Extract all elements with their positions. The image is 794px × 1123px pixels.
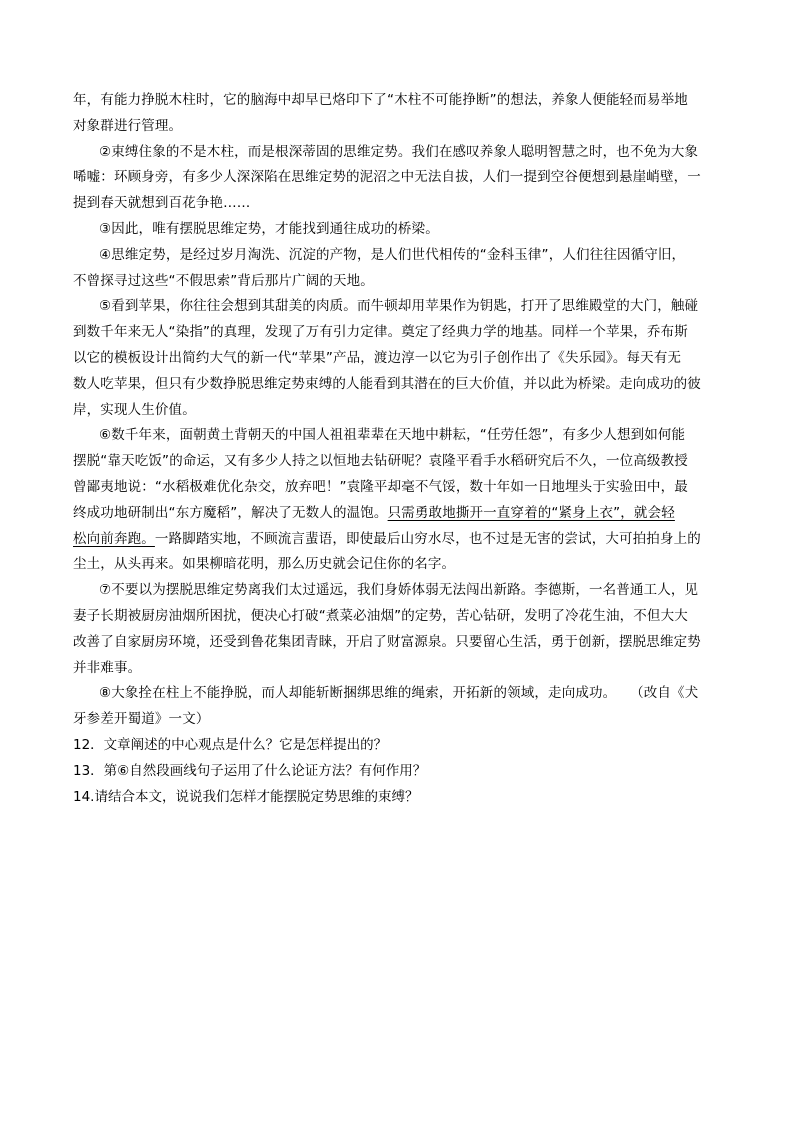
text-line: 提到春天就想到百花争艳…… <box>73 195 251 212</box>
text-line: 以它的模板设计出简约大气的新一代“苹果”产品，渡边淳一以它为引子创作出了《失乐园》。每天有无 <box>73 349 682 366</box>
text-line: ⑧大象拴在柱上不能挣脱，而人却能斩断捆绑思维的绳索，开拓新的领域，走向成功。 （改自《犬 <box>99 685 699 702</box>
text-line: 不曾探寻过这些“不假思索”背后那片广阔的天地。 <box>73 272 374 289</box>
document-page <box>73 88 727 810</box>
underlined-sentence: 松向前奔跑。 <box>73 530 155 547</box>
text-line: 岸，实现人生价值。 <box>73 401 196 418</box>
paragraph-3 <box>73 217 727 243</box>
text-segment: 终成功地研制出“东方魔稻”，解决了无数人的温饱。 <box>73 504 388 521</box>
paragraph-8 <box>73 681 727 733</box>
question-list <box>73 733 727 810</box>
text-line: 改善了自家厨房环境，还受到鲁花集团青睐，开启了财富源泉。只要留心生活，勇于创新，摆脱思维定势 <box>73 633 701 650</box>
text-line: 年，有能力挣脱木柱时，它的脑海中却早已烙印下了“木柱不可能挣断”的想法，养象人便能轻而易举地 <box>73 92 688 108</box>
text-line: 到数千年来无人“染指”的真理，发现了万有引力定律。奠定了经典力学的地基。同样一个苹果，乔布斯 <box>73 324 688 341</box>
text-line: ⑦不要以为摆脱思维定势离我们太过遥远，我们身娇体弱无法闯出新路。李德斯，一名普通工人，见 <box>99 582 699 599</box>
text-line: ⑥数千年来，面朝黄土背朝天的中国人祖祖辈辈在天地中耕耘，“任劳任怨”，有多少人想到如何能 <box>99 427 686 444</box>
text-line: 并非难事。 <box>73 659 142 676</box>
text-line: 牙参差开蜀道》一文） <box>73 711 210 728</box>
text-line <box>73 501 727 527</box>
text-line: ②束缚住象的不是木柱，而是根深蒂固的思维定势。我们在感叹养象人聪明智慧之时，也不免为大象 <box>99 143 699 160</box>
question-14: 14.请结合本文，说说我们怎样才能摆脱定势思维的束缚？ <box>73 788 419 805</box>
paragraph-7 <box>73 578 727 681</box>
paragraph-2 <box>73 140 727 217</box>
paragraph-4 <box>73 243 727 295</box>
question-13: 13．第⑥自然段画线句子运用了什么论证方法？有何作用？ <box>73 762 427 779</box>
text-line: 妻子长期被厨房油烟所困扰，便决心打破“煮菜必油烟”的定势，苦心钻研，发明了冷花生油，不但大大 <box>73 607 688 624</box>
text-segment: 一路脚踏实地，不顾流言蜚语，即使最后山穷水尽，也不过是无害的尝试，大可拍拍身上的 <box>154 530 701 547</box>
text-line: 摆脱“靠天吃饭”的命运，又有多少人持之以恒地去钻研呢？袁隆平看手水稻研究后不久，一位高级教授 <box>73 453 688 470</box>
text-line: 尘土，从头再来。如果柳暗花明，那么历史就会记住你的名字。 <box>73 556 456 573</box>
paragraph-1-continuation <box>73 88 727 140</box>
text-line: ③因此，唯有摆脱思维定势，才能找到通往成功的桥梁。 <box>99 220 439 237</box>
text-line: 数人吃苹果，但只有少数挣脱思维定势束缚的人能看到其潜在的巨大价值，并以此为桥梁。走向成功的彼 <box>73 375 701 392</box>
text-line: ④思维定势，是经过岁月淘洗、沉淀的产物，是人们世代相传的“金科玉律”，人们往往因循守旧， <box>99 246 686 263</box>
underlined-sentence: 只需勇敢地撕开一直穿着的“紧身上衣”，就会轻 <box>387 504 675 521</box>
paragraph-5 <box>73 294 727 423</box>
text-line: 曾鄙夷地说：“水稻极难优化杂交，放弃吧！”袁隆平却毫不气馁，数十年如一日地埋头于实验田中，最 <box>73 478 688 495</box>
text-line <box>73 527 727 553</box>
text-line: 唏嘘：环顾身旁，有多少人深深陷在思维定势的泥沼之中无法自拔，人们一提到空谷便想到悬崖峭壁，一 <box>73 169 701 186</box>
question-12: 12．文章阐述的中心观点是什么？它是怎样提出的？ <box>73 736 388 753</box>
text-line: ⑤看到苹果，你往往会想到其甜美的肉质。而牛顿却用苹果作为钥匙，打开了思维殿堂的大门，触碰 <box>99 298 699 315</box>
text-line: 对象群进行管理。 <box>73 117 183 134</box>
paragraph-6 <box>73 423 727 578</box>
